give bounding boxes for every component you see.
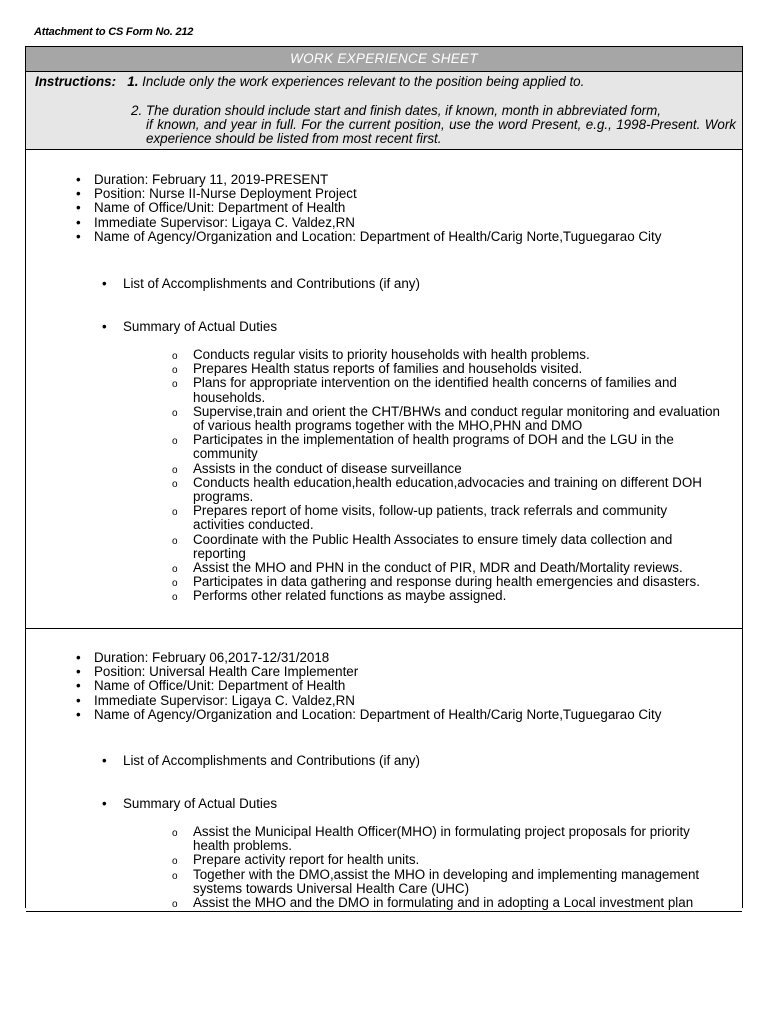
- entry-1-duties-list: [172, 348, 722, 604]
- entry-1-duties-label: Summary of Actual Duties: [123, 319, 278, 334]
- entry-2-duration: • Duration: February 06,2017-12/31/2018: [76, 651, 736, 665]
- attachment-label: Attachment to CS Form No. 212: [34, 26, 194, 38]
- entry-1-agency: • Name of Agency/Organization and Location: Department of Health/Carig Norte,Tuguegarao City: [76, 230, 736, 244]
- entry-2-info-list: [76, 651, 736, 722]
- entry-2-accomplishments-label: List of Accomplishments and Contributions (if any): [123, 753, 420, 768]
- duty-item: o Supervise,train and orient the CHT/BHWs and conduct regular monitoring and evaluation of various health programs together with the MHO,PHN and DMO: [172, 405, 722, 433]
- instruction-2-text-rest: if known, and year in full. For the current position, use the word Present, e.g., 1998-Present. Work experience should be listed from most recent first.: [146, 117, 736, 146]
- instructions-box: [26, 72, 742, 150]
- entry-1-duties-heading: [102, 320, 277, 334]
- duty-item: o Assists in the conduct of disease surveillance: [172, 462, 722, 476]
- entry-1-duration: • Duration: February 11, 2019-PRESENT: [76, 173, 736, 187]
- entry-1-position: • Position: Nurse II-Nurse Deployment Project: [76, 187, 736, 201]
- entry-2-accomplishments-heading: [102, 754, 420, 768]
- instruction-item-2: [35, 104, 736, 146]
- duty-item: o Performs other related functions as maybe assigned.: [172, 589, 722, 603]
- duty-item: o Participates in data gathering and response during health emergencies and disasters.: [172, 575, 722, 589]
- entry-2-duties-heading: [102, 797, 277, 811]
- duty-item: o Participates in the implementation of health programs of DOH and the LGU in the community: [172, 433, 722, 461]
- instruction-item-1: [35, 75, 736, 89]
- instruction-2-number: 2.: [131, 103, 143, 118]
- duty-item: o Prepare activity report for health units.: [172, 853, 722, 867]
- entry-2-supervisor: • Immediate Supervisor: Ligaya C. Valdez,RN: [76, 694, 736, 708]
- entry-1-office: • Name of Office/Unit: Department of Health: [76, 201, 736, 215]
- duty-item: o Together with the DMO,assist the MHO in developing and implementing management systems towards Universal Health Care (UHC): [172, 868, 722, 896]
- work-experience-sheet: [25, 46, 743, 911]
- duty-item: o Assist the Municipal Health Officer(MHO) in formulating project proposals for priority health problems.: [172, 825, 722, 853]
- instruction-1-number: 1.: [127, 74, 139, 89]
- duty-item: o Prepares Health status reports of families and households visited.: [172, 362, 722, 376]
- entry-1-accomplishments-heading: [102, 277, 420, 291]
- instruction-1-text: Include only the work experiences relevant to the position being applied to.: [142, 74, 585, 89]
- entry-1-info-list: [76, 173, 736, 244]
- entry-2-agency: • Name of Agency/Organization and Location: Department of Health/Carig Norte,Tuguegarao City: [76, 708, 736, 722]
- sheet-title: WORK EXPERIENCE SHEET: [26, 46, 742, 72]
- duty-item: o Conducts regular visits to priority households with health problems.: [172, 348, 722, 362]
- duty-item: o Prepares report of home visits, follow-up patients, track referrals and community activities conducted.: [172, 504, 722, 532]
- entry-2-position: • Position: Universal Health Care Implementer: [76, 665, 736, 679]
- entry-2-duties-label: Summary of Actual Duties: [123, 796, 278, 811]
- entry-2-duties-list: [172, 825, 722, 910]
- entry-2-office: • Name of Office/Unit: Department of Health: [76, 679, 736, 693]
- entry-1-accomplishments-label: List of Accomplishments and Contributions (if any): [123, 276, 420, 291]
- instruction-2-text-line1: The duration should include start and finish dates, if known, month in abbreviated form,: [145, 103, 661, 118]
- duty-item: o Assist the MHO and the DMO in formulating and in adopting a Local investment plan: [172, 896, 722, 910]
- instructions-label: Instructions:: [35, 74, 117, 89]
- work-entry-1: [26, 150, 742, 629]
- work-entry-2: [26, 629, 742, 912]
- duty-item: o Assist the MHO and PHN in the conduct of PIR, MDR and Death/Mortality reviews.: [172, 561, 722, 575]
- duty-item: o Coordinate with the Public Health Associates to ensure timely data collection and reporting: [172, 533, 722, 561]
- duty-item: o Plans for appropriate intervention on the identified health concerns of families and households.: [172, 376, 722, 404]
- duty-item: o Conducts health education,health education,advocacies and training on different DOH programs.: [172, 476, 722, 504]
- entry-1-supervisor: • Immediate Supervisor: Ligaya C. Valdez,RN: [76, 216, 736, 230]
